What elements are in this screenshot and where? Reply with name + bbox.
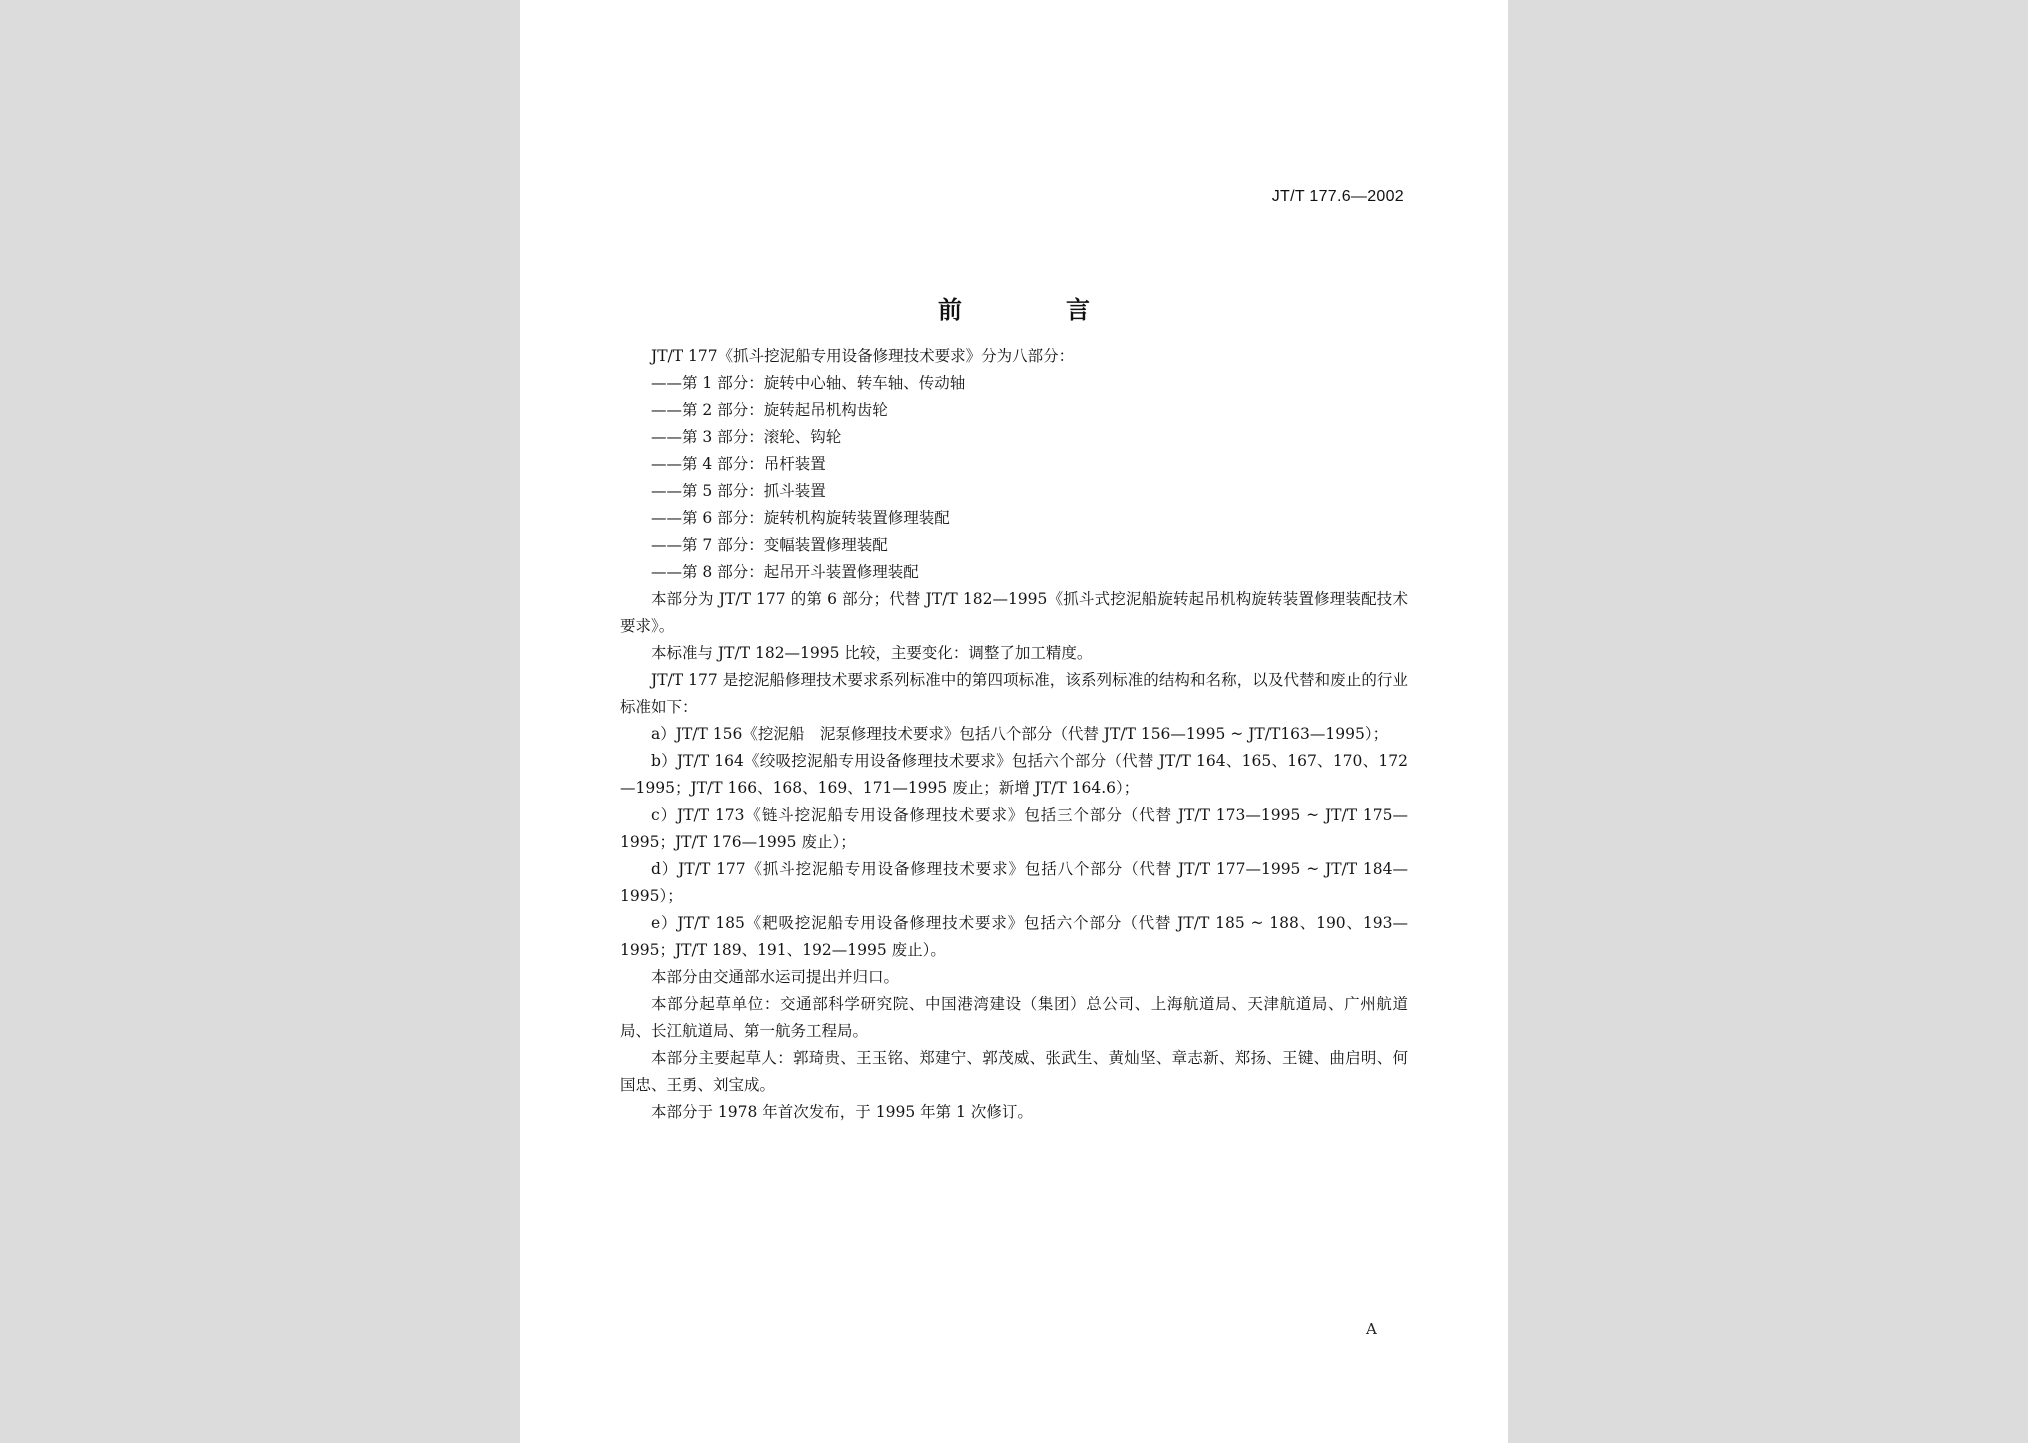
replace-paragraph: 本部分为 JT/T 177 的第 6 部分；代替 JT/T 182—1995《抓斗式挖泥船旋转起吊机构旋转装置修理装配技术要求》。 [620,590,1408,635]
standard-code: JT/T 177.6—2002 [1271,188,1404,205]
series-item: a）JT/T 156《挖泥船 泥泵修理技术要求》包括八个部分（代替 JT/T 156—1995 ~ JT/T163—1995）； [651,725,1389,743]
part-item: ——第 3 部分：滚轮、钩轮 [651,428,842,446]
drafting-units-paragraph: 本部分起草单位：交通部科学研究院、中国港湾建设（集团）总公司、上海航道局、天津航道局、广州航道局、长江航道局、第一航务工程局。 [620,995,1408,1040]
series-item: e）JT/T 185《耙吸挖泥船专用设备修理技术要求》包括六个部分（代替 JT/T 185 ~ 188、190、193—1995；JT/T 189、191、192—1995 废止）。 [620,914,1408,959]
history-paragraph: 本部分于 1978 年首次发布，于 1995 年第 1 次修订。 [651,1103,1033,1121]
part-item: ——第 6 部分：旋转机构旋转装置修理装配 [651,509,950,527]
page-number: A [1366,1320,1377,1338]
part-item: ——第 8 部分：起吊开斗装置修理装配 [651,563,919,581]
series-item: c）JT/T 173《链斗挖泥船专用设备修理技术要求》包括三个部分（代替 JT/T 173—1995 ~ JT/T 175—1995；JT/T 176—1995 废止）； [620,806,1408,851]
document-page [520,0,1508,1443]
series-item: b）JT/T 164《绞吸挖泥船专用设备修理技术要求》包括六个部分（代替 JT/T 164、165、167、170、172—1995；JT/T 166、168、169、171—1995 废止；新增 JT/T 164.6）； [620,752,1408,797]
part-item: ——第 4 部分：吊杆装置 [651,455,826,473]
series-item: d）JT/T 177《抓斗挖泥船专用设备修理技术要求》包括八个部分（代替 JT/T 177—1995 ~ JT/T 184—1995）； [620,860,1408,905]
intro-paragraph: JT/T 177《抓斗挖泥船专用设备修理技术要求》分为八部分： [651,347,1075,365]
part-item: ——第 5 部分：抓斗装置 [651,482,826,500]
drafters-paragraph: 本部分主要起草人：郭琦贵、王玉铭、郑建宁、郭茂威、张武生、黄灿坚、章志新、郑扬、王键、曲启明、何国忠、王勇、刘宝成。 [620,1049,1408,1094]
proposer-paragraph: 本部分由交通部水运司提出并归口。 [651,968,900,986]
document-body [620,343,1408,1126]
part-item: ——第 7 部分：变幅装置修理装配 [651,536,888,554]
part-item: ——第 2 部分：旋转起吊机构齿轮 [651,401,888,419]
compare-paragraph: 本标准与 JT/T 182—1995 比较，主要变化：调整了加工精度。 [651,644,1093,662]
part-item: ——第 1 部分：旋转中心轴、转车轴、传动轴 [651,374,966,392]
series-paragraph: JT/T 177 是挖泥船修理技术要求系列标准中的第四项标准，该系列标准的结构和名称，以及代替和废止的行业标准如下： [620,671,1408,716]
page-title: 前 言 [938,295,1130,324]
